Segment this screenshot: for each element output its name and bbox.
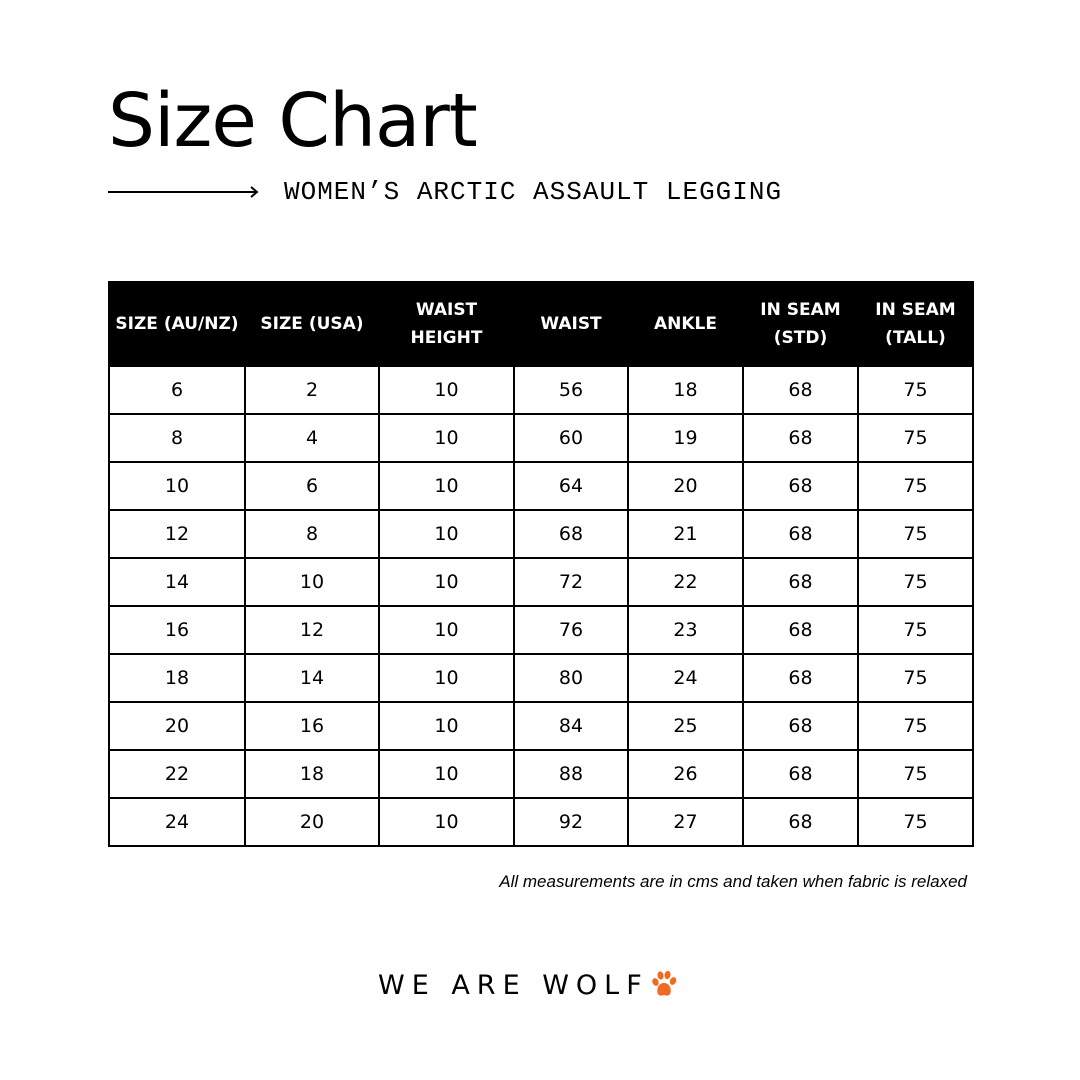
paw-print-icon: [651, 969, 677, 999]
page-title: Size Chart: [108, 78, 477, 164]
table-cell: 8: [109, 414, 245, 462]
table-row: [109, 414, 973, 462]
table-cell: 16: [245, 702, 379, 750]
table-cell: 88: [514, 750, 628, 798]
table-cell: 76: [514, 606, 628, 654]
table-row: [109, 366, 973, 414]
column-header: [628, 282, 743, 366]
column-header-label: (TALL): [885, 328, 946, 348]
table-cell: 16: [109, 606, 245, 654]
table-cell: 10: [379, 414, 514, 462]
table-cell: 10: [379, 558, 514, 606]
column-header: [109, 282, 245, 366]
table-cell: 75: [858, 702, 973, 750]
table-cell: 10: [379, 654, 514, 702]
brand-name: WE ARE WOLF: [378, 970, 649, 1001]
table-cell: 22: [109, 750, 245, 798]
column-header-label: SIZE (AU/NZ): [115, 314, 239, 334]
column-header: [379, 282, 514, 366]
table-cell: 75: [858, 558, 973, 606]
table-cell: 10: [379, 366, 514, 414]
table-cell: 75: [858, 654, 973, 702]
table-cell: 20: [628, 462, 743, 510]
table-cell: 14: [109, 558, 245, 606]
table-row: [109, 654, 973, 702]
table-cell: 56: [514, 366, 628, 414]
table-cell: 2: [245, 366, 379, 414]
column-header: [858, 282, 973, 366]
table-cell: 68: [743, 366, 858, 414]
table-cell: 92: [514, 798, 628, 846]
column-header-label: WAIST: [540, 314, 602, 334]
table-cell: 24: [628, 654, 743, 702]
column-header: [514, 282, 628, 366]
table-cell: 22: [628, 558, 743, 606]
table-cell: 75: [858, 462, 973, 510]
table-cell: 27: [628, 798, 743, 846]
table-cell: 68: [743, 462, 858, 510]
product-subtitle: WOMEN’S ARCTIC ASSAULT LEGGING: [284, 177, 783, 207]
table-cell: 10: [109, 462, 245, 510]
table-cell: 10: [379, 462, 514, 510]
table-body: [109, 366, 973, 846]
table-row: [109, 558, 973, 606]
table-cell: 6: [109, 366, 245, 414]
table-cell: 68: [743, 558, 858, 606]
table-cell: 10: [379, 750, 514, 798]
table-cell: 12: [109, 510, 245, 558]
table-cell: 75: [858, 750, 973, 798]
table-cell: 10: [379, 702, 514, 750]
table-cell: 14: [245, 654, 379, 702]
table-cell: 68: [743, 510, 858, 558]
table-cell: 25: [628, 702, 743, 750]
size-table-container: [108, 281, 972, 847]
table-cell: 18: [628, 366, 743, 414]
column-header-label: SIZE (USA): [260, 314, 364, 334]
table-cell: 84: [514, 702, 628, 750]
table-cell: 10: [379, 606, 514, 654]
table-cell: 6: [245, 462, 379, 510]
table-cell: 21: [628, 510, 743, 558]
brand-logo: [378, 968, 677, 1004]
table-cell: 75: [858, 510, 973, 558]
table-cell: 68: [743, 798, 858, 846]
table-cell: 80: [514, 654, 628, 702]
table-cell: 19: [628, 414, 743, 462]
table-cell: 68: [514, 510, 628, 558]
column-header: [245, 282, 379, 366]
table-cell: 64: [514, 462, 628, 510]
table-cell: 23: [628, 606, 743, 654]
table-cell: 4: [245, 414, 379, 462]
column-header-label: IN SEAM: [760, 300, 841, 320]
table-cell: 72: [514, 558, 628, 606]
table-cell: 26: [628, 750, 743, 798]
column-header-label: IN SEAM: [875, 300, 956, 320]
table-cell: 68: [743, 606, 858, 654]
table-cell: 18: [245, 750, 379, 798]
table-row: [109, 750, 973, 798]
table-cell: 75: [858, 414, 973, 462]
table-cell: 10: [245, 558, 379, 606]
table-cell: 68: [743, 750, 858, 798]
arrow-right-icon: [108, 184, 260, 200]
table-cell: 68: [743, 414, 858, 462]
table-cell: 60: [514, 414, 628, 462]
table-cell: 20: [109, 702, 245, 750]
table-cell: 75: [858, 798, 973, 846]
table-row: [109, 462, 973, 510]
table-cell: 24: [109, 798, 245, 846]
table-cell: 75: [858, 366, 973, 414]
column-header-label: ANKLE: [653, 314, 717, 334]
table-cell: 20: [245, 798, 379, 846]
table-cell: 75: [858, 606, 973, 654]
size-table: [108, 281, 974, 847]
table-cell: 18: [109, 654, 245, 702]
column-header-label: (STD): [773, 328, 828, 348]
table-row: [109, 510, 973, 558]
table-header-row: [109, 282, 973, 366]
table-cell: 68: [743, 702, 858, 750]
table-cell: 68: [743, 654, 858, 702]
column-header-label: WAIST: [415, 300, 478, 320]
table-row: [109, 702, 973, 750]
table-cell: 8: [245, 510, 379, 558]
table-row: [109, 606, 973, 654]
table-row: [109, 798, 973, 846]
table-cell: 10: [379, 510, 514, 558]
table-cell: 10: [379, 798, 514, 846]
column-header-label: HEIGHT: [410, 328, 483, 348]
column-header: [743, 282, 858, 366]
table-cell: 12: [245, 606, 379, 654]
measurement-note: All measurements are in cms and taken when fabric is relaxed: [499, 872, 967, 891]
